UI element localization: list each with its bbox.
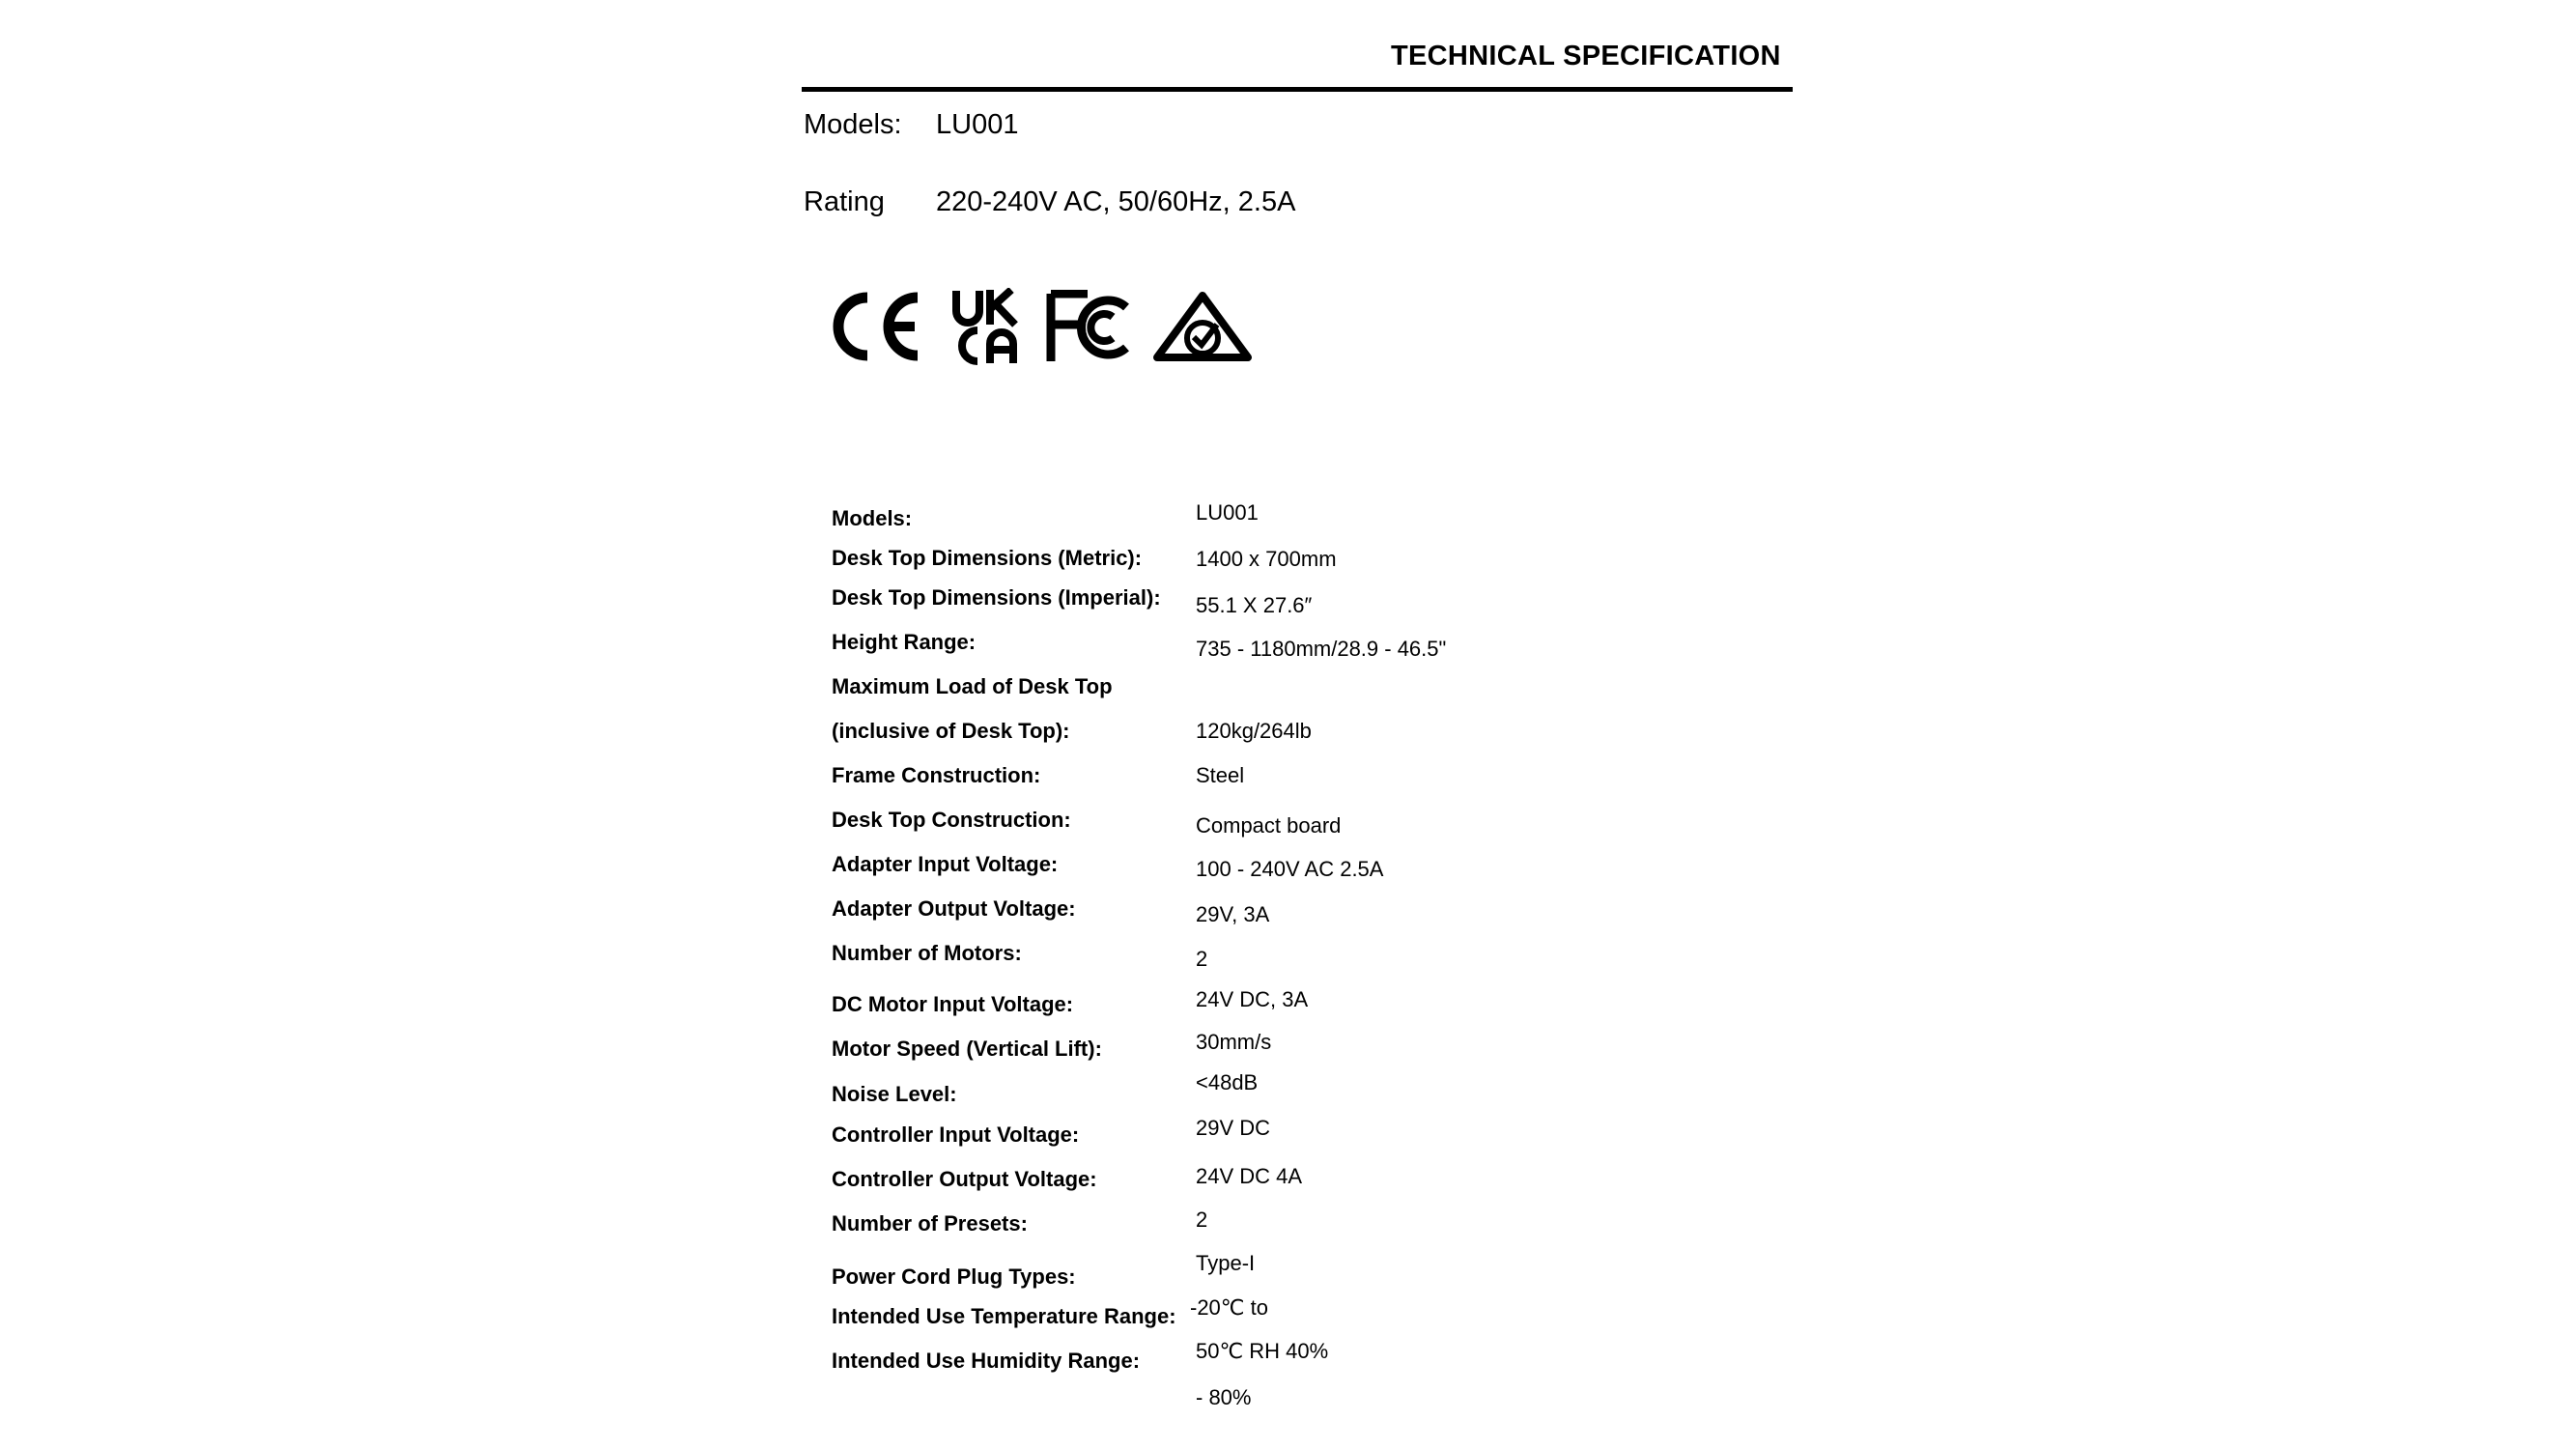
spec-label: Controller Input Voltage: [832,1122,1080,1147]
spec-label: DC Motor Input Voltage: [832,992,1074,1016]
spec-value: 2 [1196,947,1208,971]
spec-value: -20℃ to [1190,1295,1268,1320]
spec-value: 50℃ RH 40% [1196,1339,1329,1363]
summary-rating-label: Rating [804,186,885,217]
spec-label: Number of Motors: [832,941,1022,965]
spec-label: Adapter Input Voltage: [832,852,1059,876]
spec-label: Height Range: [832,630,977,654]
spec-label: Adapter Output Voltage: [832,896,1076,921]
page-title: TECHNICAL SPECIFICATION [1391,41,1781,71]
fcc-mark-icon [1045,290,1134,365]
spec-label: Number of Presets: [832,1211,1028,1236]
spec-value: 55.1 X 27.6″ [1196,593,1313,617]
spec-value: 29V DC [1196,1116,1271,1140]
header-divider [802,87,1793,92]
ce-mark-icon [831,292,922,361]
spec-label: Models: [832,506,913,530]
spec-label: Desk Top Construction: [832,808,1071,832]
spec-value: 120kg/264lb [1196,719,1312,743]
spec-label: Desk Top Dimensions (Metric): [832,546,1143,570]
spec-value: 24V DC 4A [1196,1164,1303,1188]
spec-value: Steel [1196,763,1245,787]
spec-label: (inclusive of Desk Top): [832,719,1070,743]
spec-value: 2 [1196,1208,1208,1232]
spec-value: 29V, 3A [1196,902,1270,926]
spec-label: Maximum Load of Desk Top [832,674,1113,698]
spec-label: Intended Use Temperature Range: [832,1304,1176,1328]
spec-label: Controller Output Voltage: [832,1167,1097,1191]
spec-value: Compact board [1196,813,1342,838]
spec-value: LU001 [1196,500,1259,525]
spec-value: 1400 x 700mm [1196,547,1337,571]
spec-value: <48dB [1196,1070,1259,1094]
spec-value: 24V DC, 3A [1196,987,1309,1011]
rcm-mark-icon [1151,290,1254,367]
spec-label: Noise Level: [832,1082,957,1106]
spec-label: Motor Speed (Vertical Lift): [832,1037,1102,1061]
spec-value: Type-I [1196,1251,1256,1275]
summary-rating-value: 220-240V AC, 50/60Hz, 2.5A [936,186,1296,217]
spec-value: 735 - 1180mm/28.9 - 46.5" [1196,637,1447,661]
spec-value: - 80% [1196,1385,1252,1409]
spec-value: 100 - 240V AC 2.5A [1196,857,1384,881]
spec-value: 30mm/s [1196,1030,1272,1054]
summary-models-label: Models: [804,109,902,140]
summary-models-value: LU001 [936,109,1019,140]
spec-label: Frame Construction: [832,763,1041,787]
spec-label: Intended Use Humidity Range: [832,1349,1141,1373]
spec-label: Desk Top Dimensions (Imperial): [832,585,1161,610]
spec-label: Power Cord Plug Types: [832,1264,1076,1289]
ukca-mark-icon [951,288,1029,365]
